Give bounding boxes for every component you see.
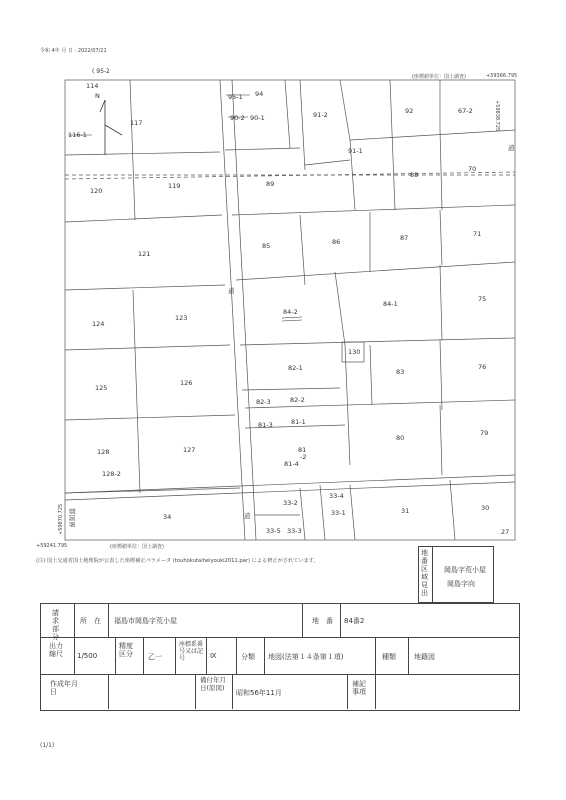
- parcel-33-4: 33-4: [329, 492, 344, 500]
- coord-left-vertical: +59870.725: [58, 503, 64, 535]
- parcel-130: 130: [348, 348, 361, 356]
- parcel-82-3: 82-3: [256, 398, 271, 406]
- parcel-94: 94: [255, 90, 264, 98]
- parcel-86: 86: [332, 238, 341, 246]
- parcel-82-2: 82-2: [290, 396, 305, 404]
- parcel-91-1: 91-1: [348, 147, 363, 155]
- scale-value: 1/500: [77, 652, 98, 660]
- parcel-95-1: 95-1: [228, 93, 243, 101]
- parcel-80: 80: [396, 434, 405, 442]
- parcel-91-2: 91-2: [313, 111, 328, 119]
- north-label: N: [95, 92, 100, 100]
- print-date: 令和 4年 月 日 : 2022/07/21: [40, 48, 107, 54]
- parcel-81-4: 81-4: [284, 460, 299, 468]
- parcel-125: 125: [95, 384, 108, 392]
- parcel-119: 119: [168, 182, 181, 190]
- coord-top-right: +59366.795: [486, 73, 518, 79]
- parcel-84-2: 84-2: [283, 308, 298, 316]
- coord-bottom-left: +59241.795: [36, 543, 68, 549]
- parcel-121: 121: [138, 250, 151, 258]
- lot-value: 84番2: [344, 617, 365, 625]
- parcel-85: 85: [262, 242, 271, 250]
- coord-system-top: (座標値単位：国土調査): [412, 74, 466, 80]
- parcel-87: 87: [400, 234, 409, 242]
- parcel-81-1: 81-1: [291, 418, 306, 426]
- parcel-126: 126: [180, 379, 193, 387]
- parcel-33-5: 33-5: [266, 527, 281, 535]
- parcel-90-1: 90-1: [250, 114, 265, 122]
- coord-system-bottom: (座標値単位：国土調査): [110, 544, 164, 550]
- parcel-127: 127: [183, 446, 196, 454]
- note-date-value: 昭和56年11月: [236, 689, 282, 697]
- parcel-81-sub: -2: [300, 453, 307, 461]
- coord-value: Ⅸ: [210, 652, 217, 660]
- type-label: 種類: [382, 653, 396, 661]
- class-value: 地図(法第１４条第１項): [268, 653, 344, 661]
- region-line-1: 岡島字荒小屋: [444, 566, 486, 574]
- parcel-88: 88: [410, 171, 419, 179]
- request-label: 請求部分: [52, 609, 59, 641]
- parcel-30: 30: [481, 504, 490, 512]
- parcel-117: 117: [130, 119, 143, 127]
- parcel-33-3: 33-3: [287, 527, 302, 535]
- region-box-title: 地番区域見出: [421, 549, 428, 597]
- parcel-89: 89: [266, 180, 275, 188]
- note-date-label: 備付年月日(原図): [200, 676, 226, 692]
- scale-label: 出力縮尺: [49, 642, 63, 658]
- parcel-128-2: 128-2: [102, 470, 121, 478]
- class-label: 分類: [241, 653, 255, 661]
- parcel-116-1: 116-1: [68, 131, 87, 139]
- parcel-120: 120: [90, 187, 103, 195]
- road-label-right: 道: [508, 144, 515, 152]
- parcel-92: 92: [405, 107, 414, 115]
- parcel-83: 83: [396, 368, 405, 376]
- parcel-82-1: 82-1: [288, 364, 303, 372]
- parcel-114: 114: [86, 82, 99, 90]
- parcel-70: 70: [468, 165, 477, 173]
- parcel-67-2: 67-2: [458, 107, 473, 115]
- parcel-33-1: 33-1: [331, 509, 346, 517]
- sheet-ref: ( 95-2: [92, 68, 110, 75]
- parcel-33-2: 33-2: [283, 499, 298, 507]
- parcel-123: 123: [175, 314, 188, 322]
- location-value: 福島市岡島字荒小屋: [114, 617, 177, 625]
- parcel-31: 31: [401, 507, 410, 515]
- accuracy-label: 精度区分: [119, 642, 133, 658]
- parcel-81-3: 81-3: [258, 421, 273, 429]
- notice-text: (注) 国土交通省国土地理院が公表した座標補正パラメータ (touhokutaiheiyouki2011.par) による修正がされています。: [36, 558, 319, 564]
- road-label-bottom: 道: [244, 512, 251, 520]
- lot-label: 地 番: [312, 617, 333, 625]
- parcel-81: 81: [298, 446, 307, 454]
- type-value: 地籍図: [414, 653, 435, 661]
- area-label: 都図界: [68, 508, 76, 528]
- page-number: (1/1): [40, 742, 55, 749]
- parcel-128: 128: [97, 448, 110, 456]
- coord-right-vertical: +59838.725: [494, 100, 500, 132]
- north-arrow-icon: [100, 100, 122, 155]
- location-label: 所 在: [80, 617, 101, 625]
- parcel-79: 79: [480, 429, 489, 437]
- parcel-90-2: 90-2: [230, 114, 245, 122]
- created-label: 作成年月日: [50, 680, 78, 696]
- parcel-27: 27: [501, 528, 510, 536]
- parcel-84-1: 84-1: [383, 300, 398, 308]
- parcel-124: 124: [92, 320, 105, 328]
- parcel-75: 75: [478, 295, 487, 303]
- road-label-main: 道: [228, 287, 235, 295]
- parcel-34: 34: [163, 513, 172, 521]
- parcel-71: 71: [473, 230, 482, 238]
- region-line-2: 岡島字向: [447, 580, 475, 588]
- remarks-label: 補記事項: [352, 680, 366, 696]
- parcel-76: 76: [478, 363, 487, 371]
- coord-label: 座標系番号又は記号: [179, 641, 204, 662]
- accuracy-value: 乙一: [148, 653, 162, 661]
